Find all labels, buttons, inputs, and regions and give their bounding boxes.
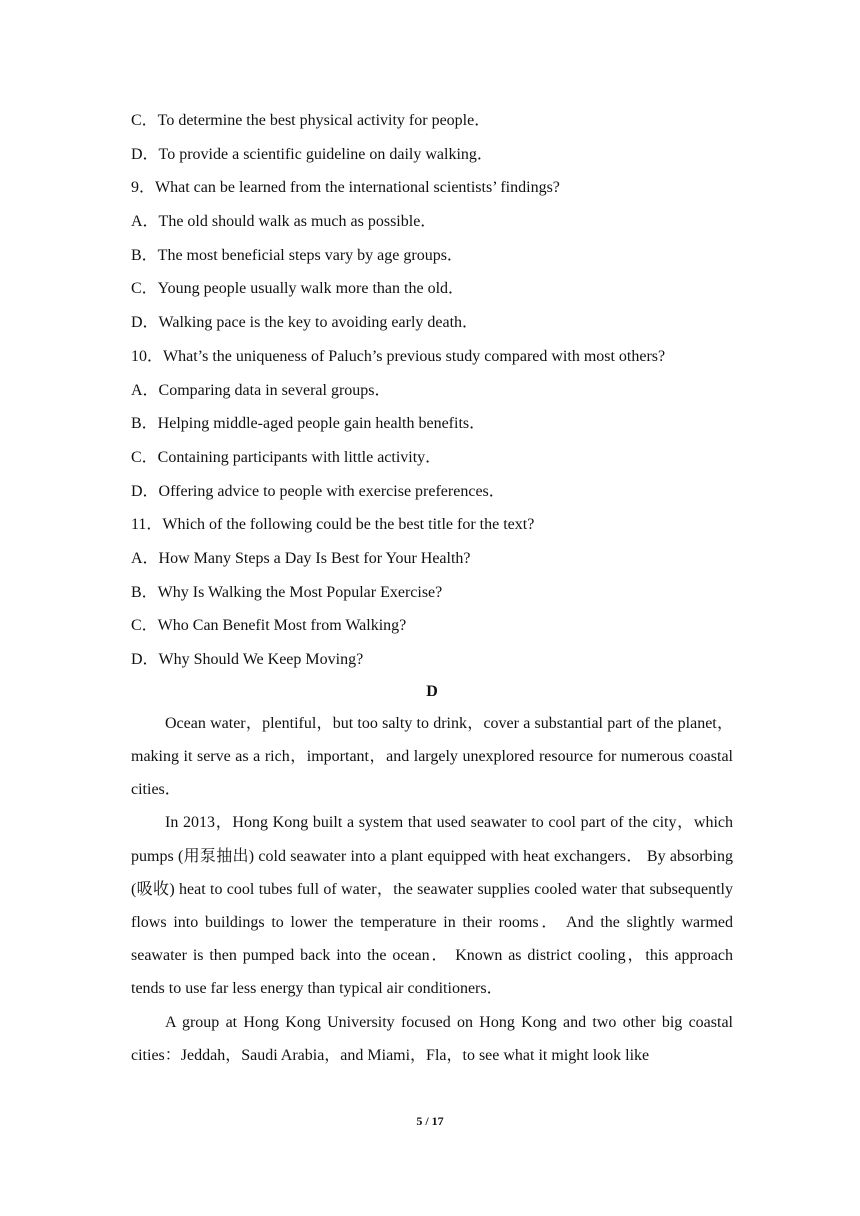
page-number: 5 / 17 <box>416 1114 444 1128</box>
q11-option-c: C．Who Can Benefit Most from Walking? <box>131 617 407 635</box>
q8-option-c: C．To determine the best physical activity for people． <box>131 112 491 129</box>
q11-option-d: D．Why Should We Keep Moving? <box>131 651 364 668</box>
q11-option-b: B．Why Is Walking the Most Popular Exercise? <box>131 583 443 601</box>
q10-option-a: A．Comparing data in several groups． <box>131 381 391 399</box>
section-d-title: D <box>426 682 438 700</box>
q10-option-b: B．Helping middle-aged people gain health benefits． <box>131 415 486 433</box>
q9-option-b: B．The most beneficial steps vary by age groups． <box>131 246 463 264</box>
q9-option-c: C．Young people usually walk more than the old． <box>131 280 465 298</box>
page-content <box>131 104 733 1072</box>
q9-option-d: D．Walking pace is the key to avoiding early death． <box>131 314 479 332</box>
q10-option-c: C．Containing participants with little activity． <box>131 448 442 466</box>
q9-option-a: A．The old should walk as much as possible． <box>131 213 437 231</box>
section-d-paragraph-3: A group at Hong Kong University focused on Hong Kong and two other big coastal cities：Jeddah，Saudi Arabia，and Miami，Fla，to see what it might look like <box>131 1013 733 1064</box>
q8-option-d: D．To provide a scientific guideline on daily walking． <box>131 145 493 163</box>
section-d-paragraph-1: Ocean water，plentiful，but too salty to drink，cover a substantial part of the planet，making it serve as a rich，important，and largely unexplored resource for numerous coastal cities． <box>131 714 733 799</box>
q11-stem: 11．Which of the following could be the best title for the text? <box>131 516 535 534</box>
q10-stem: 10．What’s the uniqueness of Paluch’s previous study compared with most others? <box>131 347 666 365</box>
q10-option-d: D．Offering advice to people with exercise preferences． <box>131 482 505 500</box>
q9-stem: 9．What can be learned from the international scientists’ findings? <box>131 179 560 197</box>
section-d-paragraph-2: In 2013，Hong Kong built a system that used seawater to cool part of the city，which pumps (用泵抽出) cold seawater into a plant equipped with heat exchangers． By absorbing (吸收) heat to cool tubes full of water，the seawater supplies cooled water that subsequently flows into buildings to lower the temperature in their rooms． And the slightly warmed seawater is then pumped back into the ocean． Known as district cooling，this approach tends to use far less energy than typical air conditioners． <box>131 814 733 998</box>
q11-option-a: A．How Many Steps a Day Is Best for Your Health? <box>131 549 471 567</box>
